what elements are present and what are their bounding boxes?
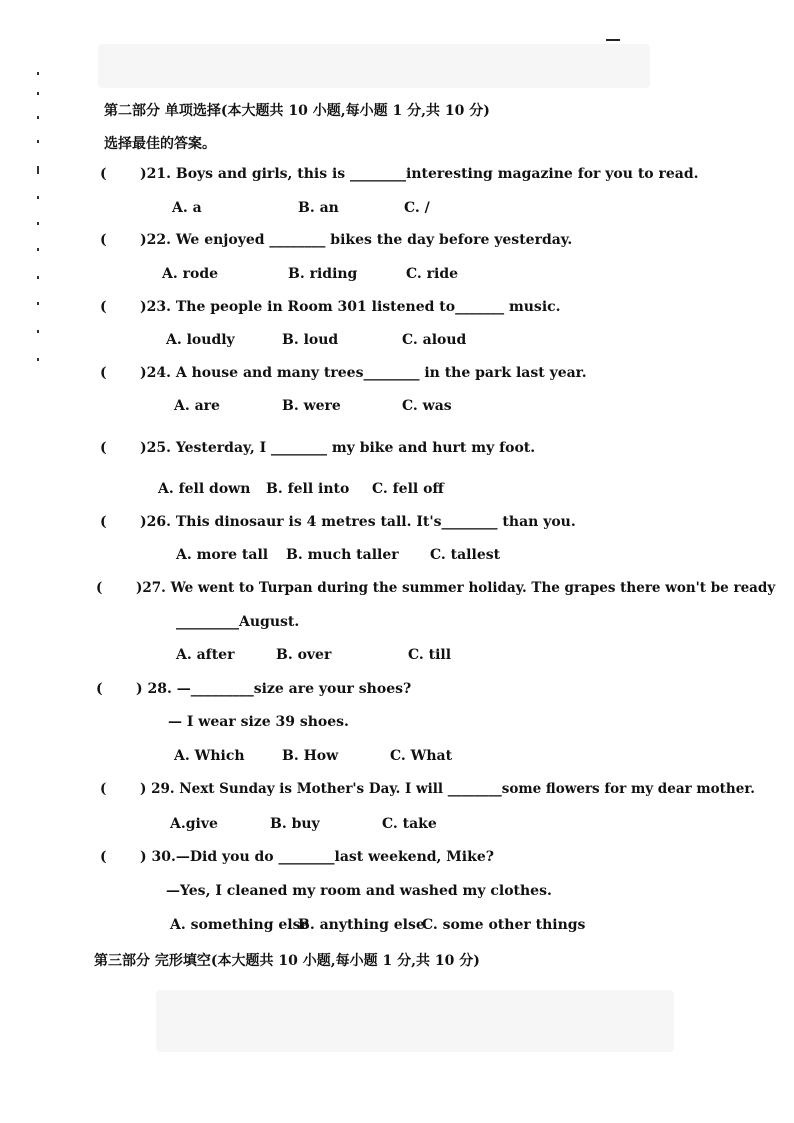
binding-dot xyxy=(37,330,39,333)
question-stem: )26. This dinosaur is 4 metres tall. It's________ than you. xyxy=(140,514,576,530)
answer-paren[interactable]: ( xyxy=(96,580,103,596)
option-b: B. an xyxy=(298,200,339,216)
section3-title: 第三部分 完形填空(本大题共 10 小题,每小题 1 分,共 10 分) xyxy=(94,953,480,969)
option-b: B. riding xyxy=(288,266,358,282)
option-c: C. fell off xyxy=(372,481,444,497)
question-26 xyxy=(100,514,576,530)
option-b: B. buy xyxy=(270,816,320,832)
question-continuation: — I wear size 39 shoes. xyxy=(168,714,349,730)
question-stem: ) 30.—Did you do ________last weekend, Mike? xyxy=(140,849,494,865)
question-stem: )23. The people in Room 301 listened to_______ music. xyxy=(140,299,561,315)
option-a: A. Which xyxy=(174,748,245,764)
option-c: C. aloud xyxy=(402,332,467,348)
binding-dot xyxy=(37,140,39,143)
answer-paren[interactable]: ( xyxy=(100,166,107,182)
option-c: C. ride xyxy=(406,266,459,282)
option-c: C. / xyxy=(404,200,430,216)
option-b: B. fell into xyxy=(266,481,350,497)
option-a: A. more tall xyxy=(176,547,269,563)
option-a: A. loudly xyxy=(166,332,235,348)
question-23 xyxy=(100,299,561,315)
answer-paren[interactable]: ( xyxy=(100,440,107,456)
question-22 xyxy=(100,232,572,248)
option-a: A. are xyxy=(174,398,220,414)
option-b: B. How xyxy=(282,748,339,764)
option-c: C. some other things xyxy=(422,917,586,933)
question-29 xyxy=(100,781,755,797)
question-30 xyxy=(100,849,494,865)
option-a: A. something else xyxy=(170,917,310,933)
scan-shade-bottom xyxy=(156,990,674,1052)
option-a: A. fell down xyxy=(158,481,251,497)
binding-dot xyxy=(37,72,39,75)
scan-mark xyxy=(606,39,620,41)
answer-paren[interactable]: ( xyxy=(100,781,107,797)
question-continuation: _________August. xyxy=(176,614,300,630)
option-a: A. after xyxy=(176,647,235,663)
option-b: B. over xyxy=(276,647,332,663)
option-a: A. a xyxy=(172,200,202,216)
question-25 xyxy=(100,440,535,456)
question-27 xyxy=(96,580,775,596)
option-c: C. take xyxy=(382,816,437,832)
option-b: B. much taller xyxy=(286,547,399,563)
option-c: C. till xyxy=(408,647,452,663)
option-b: B. anything else xyxy=(298,917,425,933)
section2-title: 第二部分 单项选择(本大题共 10 小题,每小题 1 分,共 10 分) xyxy=(104,103,490,119)
question-stem: )25. Yesterday, I ________ my bike and hurt my foot. xyxy=(140,440,536,456)
scan-shade-top xyxy=(98,44,650,88)
option-b: B. were xyxy=(282,398,341,414)
answer-paren[interactable]: ( xyxy=(100,514,107,530)
option-a: A. rode xyxy=(162,266,219,282)
question-stem: ) 28. —_________size are your shoes? xyxy=(136,681,412,697)
binding-dot xyxy=(37,196,39,199)
option-c: C. was xyxy=(402,398,452,414)
answer-paren[interactable]: ( xyxy=(100,299,107,315)
question-24 xyxy=(100,365,587,381)
binding-dot xyxy=(37,92,39,95)
binding-dot xyxy=(37,302,39,305)
option-b: B. loud xyxy=(282,332,339,348)
question-continuation: —Yes, I cleaned my room and washed my clothes. xyxy=(166,883,552,899)
option-c: C. What xyxy=(390,748,453,764)
section2-instruction: 选择最佳的答案。 xyxy=(104,136,216,152)
binding-dot xyxy=(37,116,39,119)
question-stem: )22. We enjoyed ________ bikes the day before yesterday. xyxy=(140,232,573,248)
binding-dot xyxy=(37,222,39,225)
answer-paren[interactable]: ( xyxy=(100,232,107,248)
binding-dot xyxy=(37,276,39,279)
question-stem: )24. A house and many trees________ in the park last year. xyxy=(140,365,587,381)
answer-paren[interactable]: ( xyxy=(96,681,103,697)
answer-paren[interactable]: ( xyxy=(100,365,107,381)
question-21 xyxy=(100,166,699,182)
binding-dot xyxy=(37,358,39,361)
question-stem: )21. Boys and girls, this is ________interesting magazine for you to read. xyxy=(140,166,699,182)
option-c: C. tallest xyxy=(430,547,501,563)
question-28 xyxy=(96,681,411,697)
binding-dot xyxy=(37,248,39,251)
option-a: A.give xyxy=(170,816,218,832)
binding-dot xyxy=(37,166,39,174)
question-stem: )27. We went to Turpan during the summer holiday. The grapes there won't be ready xyxy=(136,580,776,596)
question-stem: ) 29. Next Sunday is Mother's Day. I will ________some flowers for my dear mother. xyxy=(140,781,755,797)
answer-paren[interactable]: ( xyxy=(100,849,107,865)
